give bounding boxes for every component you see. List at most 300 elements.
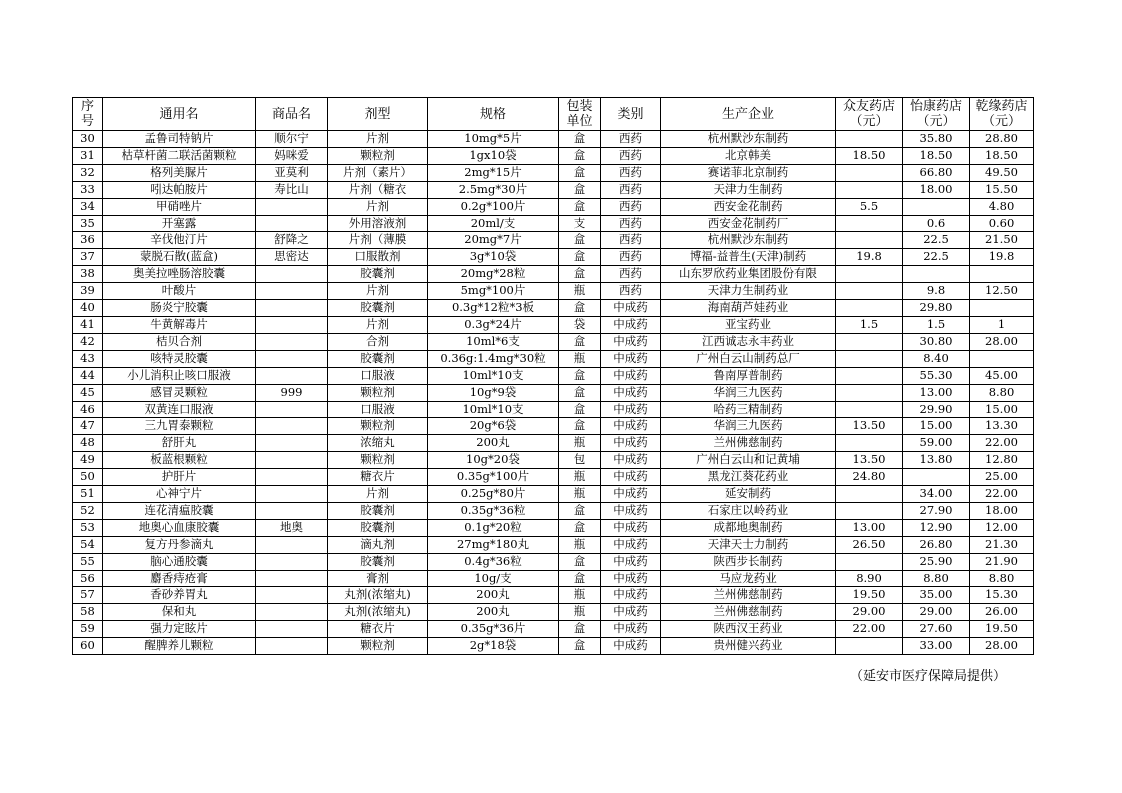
cell-price-c: 12.50 <box>970 283 1034 300</box>
cell-manufacturer: 赛诺菲北京制药 <box>661 164 836 181</box>
cell-pack-unit: 盒 <box>559 367 601 384</box>
cell-seq: 41 <box>73 316 103 333</box>
cell-spec: 0.3g*24片 <box>428 316 559 333</box>
cell-price-a: 26.50 <box>836 536 903 553</box>
table-row <box>73 300 1034 317</box>
cell-brand-name <box>256 452 328 469</box>
cell-manufacturer: 兰州佛慈制药 <box>661 604 836 621</box>
cell-pack-unit: 盒 <box>559 181 601 198</box>
cell-price-b: 22.5 <box>903 249 970 266</box>
cell-spec: 200丸 <box>428 587 559 604</box>
cell-category: 中成药 <box>601 469 661 486</box>
cell-category: 中成药 <box>601 452 661 469</box>
cell-generic-name: 心神宁片 <box>103 486 256 503</box>
cell-price-a: 13.50 <box>836 452 903 469</box>
cell-pack-unit: 瓶 <box>559 435 601 452</box>
table-row <box>73 367 1034 384</box>
cell-brand-name <box>256 418 328 435</box>
cell-manufacturer: 海南葫芦娃药业 <box>661 300 836 317</box>
header-generic-name: 通用名 <box>103 98 256 131</box>
cell-price-c: 19.8 <box>970 249 1034 266</box>
cell-price-c: 18.50 <box>970 147 1034 164</box>
cell-spec: 10ml*10支 <box>428 367 559 384</box>
cell-category: 西药 <box>601 232 661 249</box>
cell-price-b: 55.30 <box>903 367 970 384</box>
cell-spec: 10ml*10支 <box>428 401 559 418</box>
header-seq: 序 号 <box>73 98 103 131</box>
cell-seq: 38 <box>73 266 103 283</box>
cell-price-b <box>903 198 970 215</box>
cell-price-c: 28.00 <box>970 333 1034 350</box>
cell-brand-name <box>256 333 328 350</box>
cell-spec: 3g*10袋 <box>428 249 559 266</box>
cell-generic-name: 牛黄解毒片 <box>103 316 256 333</box>
cell-price-c: 26.00 <box>970 604 1034 621</box>
table-row <box>73 384 1034 401</box>
cell-category: 中成药 <box>601 604 661 621</box>
cell-manufacturer: 杭州默沙东制药 <box>661 232 836 249</box>
cell-brand-name: 舒降之 <box>256 232 328 249</box>
cell-dosage-form: 胶囊剂 <box>328 502 428 519</box>
cell-price-a: 5.5 <box>836 198 903 215</box>
cell-spec: 200丸 <box>428 435 559 452</box>
cell-dosage-form: 片剂（薄膜 <box>328 232 428 249</box>
cell-dosage-form: 胶囊剂 <box>328 519 428 536</box>
cell-dosage-form: 口服液 <box>328 401 428 418</box>
cell-pack-unit: 瓶 <box>559 486 601 503</box>
cell-category: 中成药 <box>601 333 661 350</box>
cell-generic-name: 脑心通胶囊 <box>103 553 256 570</box>
cell-manufacturer: 杭州默沙东制药 <box>661 131 836 148</box>
cell-price-c: 28.00 <box>970 638 1034 655</box>
cell-seq: 54 <box>73 536 103 553</box>
cell-manufacturer: 山东罗欣药业集团股份有限 <box>661 266 836 283</box>
cell-seq: 43 <box>73 350 103 367</box>
cell-generic-name: 叶酸片 <box>103 283 256 300</box>
cell-dosage-form: 胶囊剂 <box>328 553 428 570</box>
cell-brand-name <box>256 215 328 232</box>
cell-brand-name <box>256 300 328 317</box>
cell-brand-name <box>256 198 328 215</box>
cell-price-b: 8.40 <box>903 350 970 367</box>
cell-brand-name <box>256 621 328 638</box>
cell-spec: 0.1g*20粒 <box>428 519 559 536</box>
table-row <box>73 570 1034 587</box>
cell-manufacturer: 西安金花制药 <box>661 198 836 215</box>
cell-price-b: 26.80 <box>903 536 970 553</box>
cell-seq: 51 <box>73 486 103 503</box>
table-row <box>73 638 1034 655</box>
cell-dosage-form: 丸剂(浓缩丸) <box>328 587 428 604</box>
cell-brand-name <box>256 553 328 570</box>
cell-price-b: 22.5 <box>903 232 970 249</box>
cell-price-c: 12.80 <box>970 452 1034 469</box>
source-note: （延安市医疗保障局提供） <box>849 669 1006 684</box>
cell-price-b: 35.00 <box>903 587 970 604</box>
cell-generic-name: 保和丸 <box>103 604 256 621</box>
cell-price-c: 8.80 <box>970 570 1034 587</box>
table-row <box>73 418 1034 435</box>
cell-dosage-form: 颗粒剂 <box>328 452 428 469</box>
cell-seq: 47 <box>73 418 103 435</box>
cell-spec: 0.25g*80片 <box>428 486 559 503</box>
table-row <box>73 621 1034 638</box>
table-row <box>73 452 1034 469</box>
cell-price-c: 15.00 <box>970 401 1034 418</box>
cell-category: 西药 <box>601 131 661 148</box>
cell-seq: 36 <box>73 232 103 249</box>
cell-pack-unit: 盒 <box>559 131 601 148</box>
table-body <box>73 131 1034 655</box>
cell-spec: 0.2g*100片 <box>428 198 559 215</box>
cell-seq: 58 <box>73 604 103 621</box>
header-dosage-form: 剂型 <box>328 98 428 131</box>
cell-spec: 10g*9袋 <box>428 384 559 401</box>
cell-pack-unit: 瓶 <box>559 469 601 486</box>
cell-spec: 0.35g*36片 <box>428 621 559 638</box>
cell-pack-unit: 瓶 <box>559 536 601 553</box>
cell-brand-name <box>256 486 328 503</box>
cell-spec: 2.5mg*30片 <box>428 181 559 198</box>
cell-brand-name: 999 <box>256 384 328 401</box>
cell-pack-unit: 盒 <box>559 621 601 638</box>
cell-pack-unit: 盒 <box>559 249 601 266</box>
cell-price-a <box>836 164 903 181</box>
table-row <box>73 215 1034 232</box>
cell-brand-name: 妈咪爱 <box>256 147 328 164</box>
cell-manufacturer: 陕西步长制药 <box>661 553 836 570</box>
header-price-c: 乾缘药店 （元） <box>970 98 1034 131</box>
cell-price-c: 49.50 <box>970 164 1034 181</box>
cell-price-b: 30.80 <box>903 333 970 350</box>
cell-price-a <box>836 266 903 283</box>
cell-price-c: 25.00 <box>970 469 1034 486</box>
cell-seq: 32 <box>73 164 103 181</box>
cell-pack-unit: 盒 <box>559 164 601 181</box>
cell-seq: 48 <box>73 435 103 452</box>
cell-price-a <box>836 215 903 232</box>
cell-generic-name: 麝香痔疮膏 <box>103 570 256 587</box>
cell-pack-unit: 包 <box>559 452 601 469</box>
cell-manufacturer: 广州白云山制药总厂 <box>661 350 836 367</box>
cell-seq: 37 <box>73 249 103 266</box>
cell-price-b: 29.00 <box>903 604 970 621</box>
cell-seq: 50 <box>73 469 103 486</box>
header-pack-unit: 包装 单位 <box>559 98 601 131</box>
header-spec: 规格 <box>428 98 559 131</box>
cell-brand-name <box>256 435 328 452</box>
cell-generic-name: 双黄连口服液 <box>103 401 256 418</box>
cell-price-a <box>836 300 903 317</box>
cell-price-a <box>836 367 903 384</box>
cell-generic-name: 小儿消积止咳口服液 <box>103 367 256 384</box>
cell-manufacturer: 江西诚志永丰药业 <box>661 333 836 350</box>
cell-manufacturer: 博福-益普生(天津)制药 <box>661 249 836 266</box>
cell-pack-unit: 盒 <box>559 638 601 655</box>
cell-brand-name <box>256 536 328 553</box>
table-row <box>73 198 1034 215</box>
cell-brand-name <box>256 604 328 621</box>
cell-pack-unit: 瓶 <box>559 587 601 604</box>
cell-pack-unit: 盒 <box>559 519 601 536</box>
cell-price-b: 27.60 <box>903 621 970 638</box>
cell-seq: 40 <box>73 300 103 317</box>
cell-price-b: 13.80 <box>903 452 970 469</box>
cell-brand-name <box>256 638 328 655</box>
cell-generic-name: 醒脾养儿颗粒 <box>103 638 256 655</box>
cell-price-b: 33.00 <box>903 638 970 655</box>
cell-generic-name: 孟鲁司特钠片 <box>103 131 256 148</box>
cell-generic-name: 护肝片 <box>103 469 256 486</box>
cell-seq: 34 <box>73 198 103 215</box>
cell-price-a <box>836 333 903 350</box>
cell-manufacturer: 华润三九医药 <box>661 384 836 401</box>
table-row <box>73 469 1034 486</box>
cell-price-a <box>836 502 903 519</box>
cell-dosage-form: 片剂 <box>328 486 428 503</box>
table-row <box>73 249 1034 266</box>
cell-category: 中成药 <box>601 570 661 587</box>
cell-generic-name: 连花清瘟胶囊 <box>103 502 256 519</box>
cell-price-c: 21.30 <box>970 536 1034 553</box>
cell-spec: 10g*20袋 <box>428 452 559 469</box>
cell-price-a <box>836 435 903 452</box>
drug-price-table <box>72 97 1034 655</box>
cell-brand-name <box>256 401 328 418</box>
cell-manufacturer: 兰州佛慈制药 <box>661 587 836 604</box>
cell-price-b: 18.50 <box>903 147 970 164</box>
cell-category: 中成药 <box>601 300 661 317</box>
cell-brand-name <box>256 570 328 587</box>
table-row <box>73 266 1034 283</box>
cell-seq: 59 <box>73 621 103 638</box>
cell-spec: 10g/支 <box>428 570 559 587</box>
cell-price-c: 12.00 <box>970 519 1034 536</box>
cell-category: 西药 <box>601 147 661 164</box>
cell-price-a: 1.5 <box>836 316 903 333</box>
cell-manufacturer: 西安金花制药厂 <box>661 215 836 232</box>
cell-category: 中成药 <box>601 316 661 333</box>
cell-spec: 0.35g*36粒 <box>428 502 559 519</box>
cell-price-a <box>836 486 903 503</box>
cell-generic-name: 强力定眩片 <box>103 621 256 638</box>
cell-pack-unit: 袋 <box>559 316 601 333</box>
cell-brand-name <box>256 350 328 367</box>
cell-category: 中成药 <box>601 401 661 418</box>
table-row <box>73 316 1034 333</box>
cell-spec: 0.36g:1.4mg*30粒 <box>428 350 559 367</box>
header-manufacturer: 生产企业 <box>661 98 836 131</box>
cell-price-c: 45.00 <box>970 367 1034 384</box>
cell-price-b: 8.80 <box>903 570 970 587</box>
cell-generic-name: 舒肝丸 <box>103 435 256 452</box>
cell-category: 西药 <box>601 215 661 232</box>
cell-price-a: 8.90 <box>836 570 903 587</box>
cell-brand-name: 顺尔宁 <box>256 131 328 148</box>
cell-category: 西药 <box>601 249 661 266</box>
cell-dosage-form: 颗粒剂 <box>328 418 428 435</box>
cell-category: 中成药 <box>601 638 661 655</box>
cell-price-a <box>836 283 903 300</box>
cell-price-c: 18.00 <box>970 502 1034 519</box>
cell-price-c <box>970 350 1034 367</box>
table-row <box>73 147 1034 164</box>
cell-dosage-form: 颗粒剂 <box>328 147 428 164</box>
table-row <box>73 519 1034 536</box>
cell-dosage-form: 颗粒剂 <box>328 638 428 655</box>
cell-price-a: 18.50 <box>836 147 903 164</box>
cell-category: 中成药 <box>601 486 661 503</box>
cell-price-b: 18.00 <box>903 181 970 198</box>
cell-price-b: 66.80 <box>903 164 970 181</box>
cell-category: 中成药 <box>601 519 661 536</box>
cell-brand-name <box>256 367 328 384</box>
cell-dosage-form: 片剂 <box>328 316 428 333</box>
table-row <box>73 604 1034 621</box>
cell-manufacturer: 广州白云山和记黄埔 <box>661 452 836 469</box>
cell-seq: 39 <box>73 283 103 300</box>
cell-category: 西药 <box>601 164 661 181</box>
cell-category: 中成药 <box>601 418 661 435</box>
cell-generic-name: 咳特灵胶囊 <box>103 350 256 367</box>
table-row <box>73 283 1034 300</box>
cell-spec: 0.35g*100片 <box>428 469 559 486</box>
table-row <box>73 164 1034 181</box>
cell-dosage-form: 口服液 <box>328 367 428 384</box>
cell-manufacturer: 马应龙药业 <box>661 570 836 587</box>
cell-price-b: 29.90 <box>903 401 970 418</box>
cell-generic-name: 辛伐他汀片 <box>103 232 256 249</box>
cell-category: 中成药 <box>601 553 661 570</box>
cell-category: 中成药 <box>601 502 661 519</box>
cell-spec: 5mg*100片 <box>428 283 559 300</box>
cell-dosage-form: 糖衣片 <box>328 469 428 486</box>
cell-price-b: 9.8 <box>903 283 970 300</box>
cell-dosage-form: 胶囊剂 <box>328 300 428 317</box>
table-row <box>73 502 1034 519</box>
cell-dosage-form: 外用溶液剂 <box>328 215 428 232</box>
cell-seq: 49 <box>73 452 103 469</box>
cell-price-a <box>836 553 903 570</box>
cell-manufacturer: 鲁南厚普制药 <box>661 367 836 384</box>
cell-pack-unit: 盒 <box>559 300 601 317</box>
cell-manufacturer: 华润三九医药 <box>661 418 836 435</box>
cell-category: 西药 <box>601 283 661 300</box>
cell-manufacturer: 成都地奥制药 <box>661 519 836 536</box>
cell-brand-name <box>256 316 328 333</box>
cell-price-a: 19.50 <box>836 587 903 604</box>
cell-generic-name: 感冒灵颗粒 <box>103 384 256 401</box>
cell-brand-name <box>256 502 328 519</box>
cell-price-c: 4.80 <box>970 198 1034 215</box>
cell-brand-name <box>256 283 328 300</box>
cell-dosage-form: 膏剂 <box>328 570 428 587</box>
cell-pack-unit: 盒 <box>559 502 601 519</box>
cell-pack-unit: 盒 <box>559 401 601 418</box>
cell-pack-unit: 盒 <box>559 553 601 570</box>
cell-price-c: 21.90 <box>970 553 1034 570</box>
table-row <box>73 486 1034 503</box>
cell-category: 西药 <box>601 266 661 283</box>
cell-spec: 20mg*28粒 <box>428 266 559 283</box>
cell-dosage-form: 合剂 <box>328 333 428 350</box>
table-row <box>73 131 1034 148</box>
cell-category: 中成药 <box>601 587 661 604</box>
cell-dosage-form: 片剂 <box>328 283 428 300</box>
cell-manufacturer: 兰州佛慈制药 <box>661 435 836 452</box>
cell-price-b: 29.80 <box>903 300 970 317</box>
cell-price-a <box>836 638 903 655</box>
cell-spec: 2g*18袋 <box>428 638 559 655</box>
cell-price-a <box>836 350 903 367</box>
cell-price-a: 13.00 <box>836 519 903 536</box>
cell-dosage-form: 浓缩丸 <box>328 435 428 452</box>
cell-dosage-form: 颗粒剂 <box>328 384 428 401</box>
cell-dosage-form: 胶囊剂 <box>328 350 428 367</box>
table-header-row <box>73 98 1034 131</box>
cell-price-c: 21.50 <box>970 232 1034 249</box>
cell-pack-unit: 盒 <box>559 198 601 215</box>
cell-category: 中成药 <box>601 350 661 367</box>
cell-price-c: 15.50 <box>970 181 1034 198</box>
table-row <box>73 401 1034 418</box>
cell-dosage-form: 口服散剂 <box>328 249 428 266</box>
cell-pack-unit: 盒 <box>559 418 601 435</box>
cell-category: 西药 <box>601 198 661 215</box>
cell-price-a: 24.80 <box>836 469 903 486</box>
cell-category: 中成药 <box>601 435 661 452</box>
cell-generic-name: 格列美脲片 <box>103 164 256 181</box>
cell-price-b: 34.00 <box>903 486 970 503</box>
cell-price-b: 25.90 <box>903 553 970 570</box>
table-row <box>73 181 1034 198</box>
cell-price-a: 19.8 <box>836 249 903 266</box>
cell-seq: 60 <box>73 638 103 655</box>
header-category: 类别 <box>601 98 661 131</box>
cell-seq: 42 <box>73 333 103 350</box>
cell-price-a: 13.50 <box>836 418 903 435</box>
cell-pack-unit: 盒 <box>559 232 601 249</box>
cell-spec: 20g*6袋 <box>428 418 559 435</box>
header-brand-name: 商品名 <box>256 98 328 131</box>
cell-price-a <box>836 232 903 249</box>
cell-pack-unit: 盒 <box>559 384 601 401</box>
cell-manufacturer: 黑龙江葵花药业 <box>661 469 836 486</box>
cell-generic-name: 三九胃泰颗粒 <box>103 418 256 435</box>
table-row <box>73 553 1034 570</box>
table-row <box>73 435 1034 452</box>
cell-spec: 0.3g*12粒*3板 <box>428 300 559 317</box>
cell-generic-name: 香砂养胃丸 <box>103 587 256 604</box>
cell-pack-unit: 盒 <box>559 570 601 587</box>
cell-seq: 45 <box>73 384 103 401</box>
cell-price-c: 28.80 <box>970 131 1034 148</box>
cell-generic-name: 甲硝唑片 <box>103 198 256 215</box>
cell-category: 中成药 <box>601 384 661 401</box>
cell-spec: 200丸 <box>428 604 559 621</box>
cell-category: 西药 <box>601 181 661 198</box>
cell-brand-name <box>256 469 328 486</box>
cell-generic-name: 桔贝合剂 <box>103 333 256 350</box>
cell-dosage-form: 丸剂(浓缩丸) <box>328 604 428 621</box>
cell-manufacturer: 天津力生制药 <box>661 181 836 198</box>
table-row <box>73 350 1034 367</box>
cell-price-c: 1 <box>970 316 1034 333</box>
cell-spec: 27mg*180丸 <box>428 536 559 553</box>
cell-price-b: 12.90 <box>903 519 970 536</box>
cell-seq: 44 <box>73 367 103 384</box>
cell-generic-name: 开塞露 <box>103 215 256 232</box>
